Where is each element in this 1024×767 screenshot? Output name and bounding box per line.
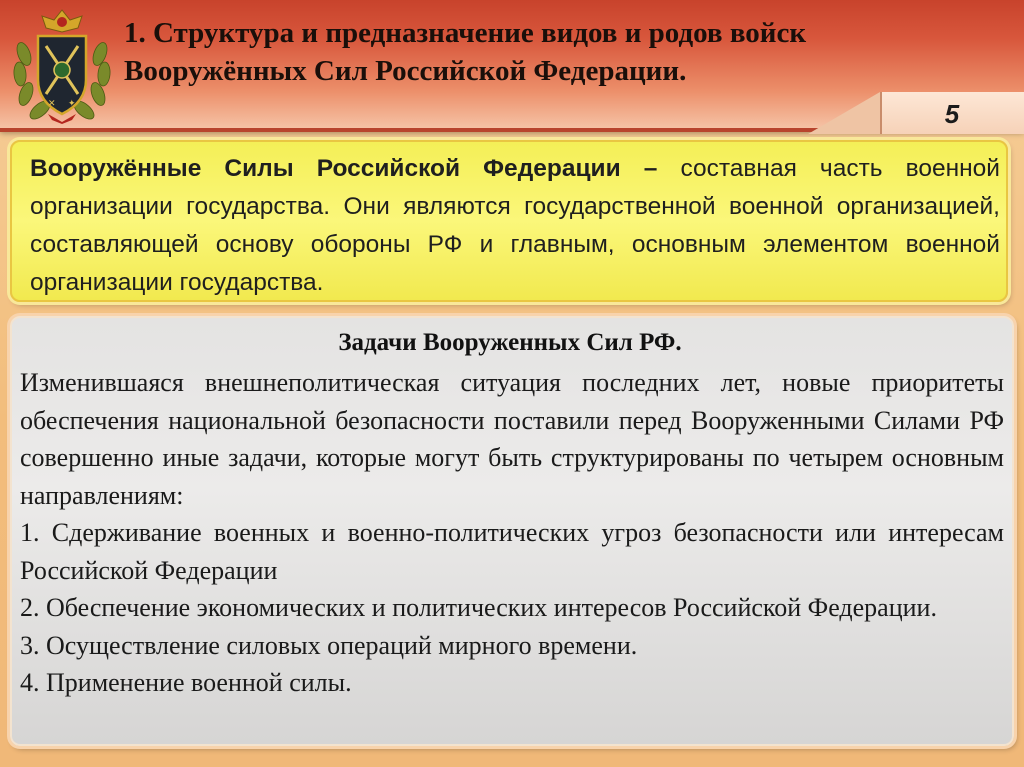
definition-text	[30, 150, 1000, 302]
title-line-2: Вооружённых Сил Российской Федерации.	[124, 55, 687, 87]
title-line-1: 1. Структура и предназначение видов и родов войск	[124, 17, 807, 49]
task-item-3: 3. Осуществление силовых операций мирного времени.	[20, 630, 638, 660]
task-item-4: 4. Применение военной силы.	[20, 668, 352, 697]
page-number: 5	[944, 99, 960, 129]
definition-body: составная часть военной организации государства. Они являются государственной военной организацией, составляющей основу обороны РФ и главным, основным элементом военной организации государства.	[30, 155, 1000, 296]
task-item-2: 2. Обеспечение экономических и политических интересов Российской Федерации.	[20, 593, 937, 622]
military-emblem-icon	[8, 6, 116, 124]
definition-term: Вооружённые Силы Российской Федерации –	[30, 155, 658, 182]
page-tab-fold	[808, 92, 880, 134]
tasks-body	[20, 364, 1004, 702]
slide-title	[124, 14, 984, 90]
tasks-title: Задачи Вооруженных Сил РФ.	[338, 329, 682, 356]
svg-text:✦: ✦	[68, 99, 76, 109]
tasks-intro: Изменившаяся внешнеполитическая ситуация последних лет, новые приоритеты обеспечения национальной безопасности поставили перед Вооруженными Силами РФ совершенно иные задачи, которые могут быть структурированы по четырем основным направлениям:	[20, 368, 1004, 510]
task-item-1: 1. Сдерживание военных и военно-политических угроз безопасности или интересам Российской Федерации	[20, 518, 1004, 585]
svg-text:✕: ✕	[48, 99, 56, 109]
